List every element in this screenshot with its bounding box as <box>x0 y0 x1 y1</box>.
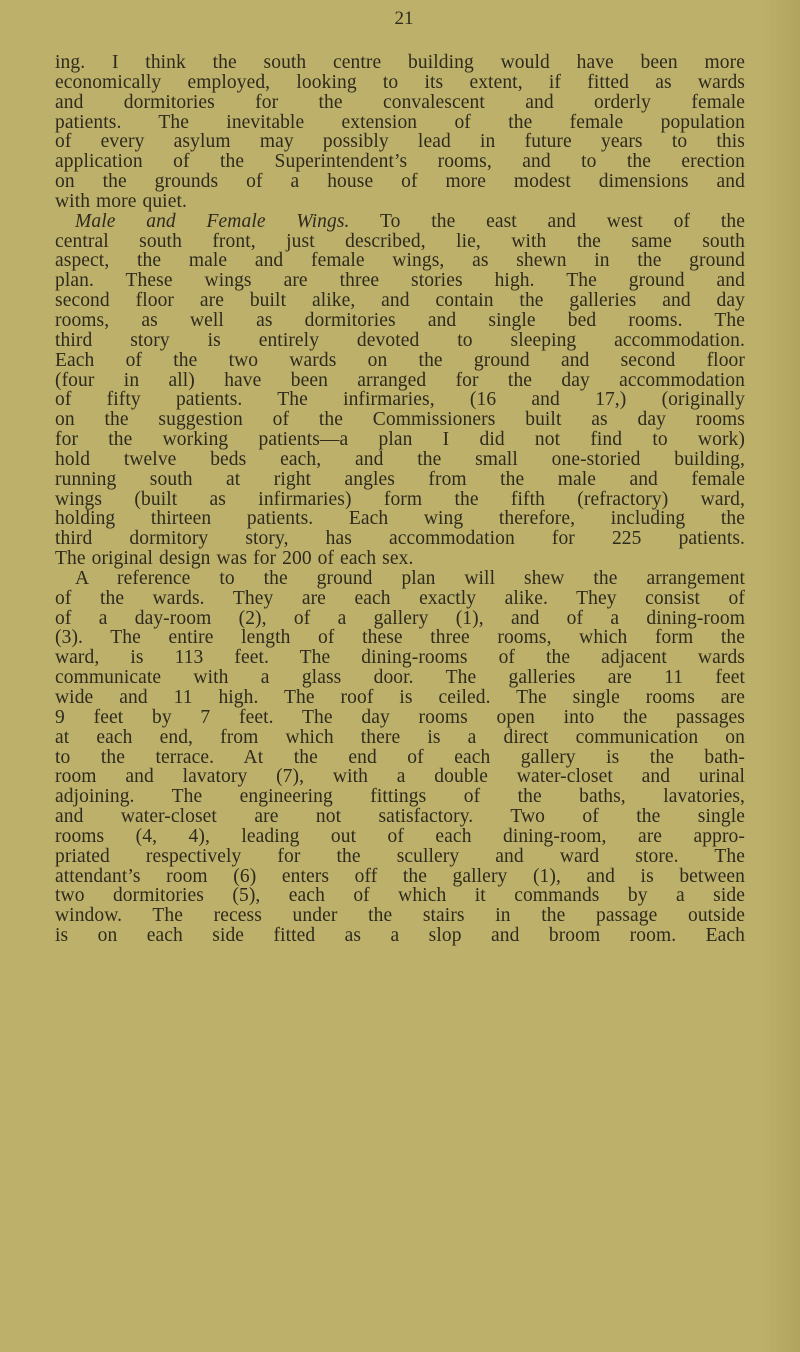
text-line: for the working patients—a plan I did not find to work) <box>55 429 745 451</box>
text-line: plan. These wings are three stories high. The ground and <box>55 270 745 292</box>
text-line: of a day-room (2), of a gallery (1), and of a dining-room <box>55 607 745 629</box>
text-line-remainder: To the east and west of the <box>379 210 745 232</box>
text-line: priated respectively for the scullery and ward store. The <box>55 845 745 867</box>
page-number: 21 <box>394 8 414 29</box>
text-line: and dormitories for the convalescent and orderly female <box>55 91 745 113</box>
text-line: The original design was for 200 of each sex. <box>55 548 414 570</box>
text-line: third story is entirely devoted to sleeping accommodation. <box>55 329 745 351</box>
body-text <box>55 53 745 946</box>
text-line: room and lavatory (7), with a double water-closet and urinal <box>55 766 745 788</box>
text-line: rooms, as well as dormitories and single bed rooms. The <box>55 309 745 331</box>
text-line: (3). The entire length of these three rooms, which form the <box>55 627 745 649</box>
text-line: with more quiet. <box>55 190 187 212</box>
text-line: of fifty patients. The infirmaries, (16 and 17,) (originally <box>55 389 745 411</box>
text-line: on the suggestion of the Commissioners built as day rooms <box>55 409 745 431</box>
text-line: 9 feet by 7 feet. The day rooms open into the passages <box>55 706 745 728</box>
text-line: aspect, the male and female wings, as shewn in the ground <box>55 250 745 272</box>
text-line: of the wards. They are each exactly alike. They consist of <box>55 587 745 609</box>
text-line: ing. I think the south centre building would have been more <box>55 52 745 73</box>
text-line: (four in all) have been arranged for the day accommodation <box>55 369 745 391</box>
text-line: patients. The inevitable extension of the female population <box>55 111 745 133</box>
text-line-section-start <box>55 212 745 232</box>
text-line: economically employed, looking to its extent, if fitted as wards <box>55 71 745 93</box>
text-line: attendant’s room (6) enters off the gallery (1), and is between <box>55 865 745 887</box>
text-line: hold twelve beds each, and the small one-storied building, <box>55 448 745 470</box>
text-line: holding thirteen patients. Each wing therefore, including the <box>55 508 745 530</box>
text-line: to the terrace. At the end of each gallery is the bath- <box>55 746 745 768</box>
text-line: wings (built as infirmaries) form the fifth (refractory) ward, <box>55 488 745 510</box>
text-line: ward, is 113 feet. The dining-rooms of the adjacent wards <box>55 647 745 669</box>
text-line: rooms (4, 4), leading out of each dining-room, are appro- <box>55 825 745 847</box>
text-line: A reference to the ground plan will shew the arrangement <box>75 567 745 589</box>
text-line: adjoining. The engineering fittings of the baths, lavatories, <box>55 786 745 808</box>
text-line: window. The recess under the stairs in the passage outside <box>55 905 745 927</box>
text-line: and water-closet are not satisfactory. Two of the single <box>55 806 745 828</box>
text-line: two dormitories (5), each of which it commands by a side <box>55 885 745 907</box>
section-heading: Male and Female Wings. <box>75 210 350 232</box>
text-line: on the grounds of a house of more modest dimensions and <box>55 171 745 193</box>
page-edge-shadow <box>760 0 800 1352</box>
text-line: central south front, just described, lie, with the same south <box>55 230 745 252</box>
text-line: is on each side fitted as a slop and broom room. Each <box>55 925 745 947</box>
text-line: running south at right angles from the male and female <box>55 468 745 490</box>
text-line: of every asylum may possibly lead in future years to this <box>55 131 745 153</box>
text-line: wide and 11 high. The roof is ceiled. The single rooms are <box>55 687 745 708</box>
text-line: second floor are built alike, and contain the galleries and day <box>55 290 745 312</box>
text-line: communicate with a glass door. The galleries are 11 feet <box>55 667 745 689</box>
text-line: Each of the two wards on the ground and second floor <box>55 349 745 371</box>
text-line: application of the Superintendent’s rooms, and to the erection <box>55 151 745 173</box>
text-line: third dormitory story, has accommodation for 225 patients. <box>55 528 745 550</box>
text-line: at each end, from which there is a direct communication on <box>55 726 745 748</box>
